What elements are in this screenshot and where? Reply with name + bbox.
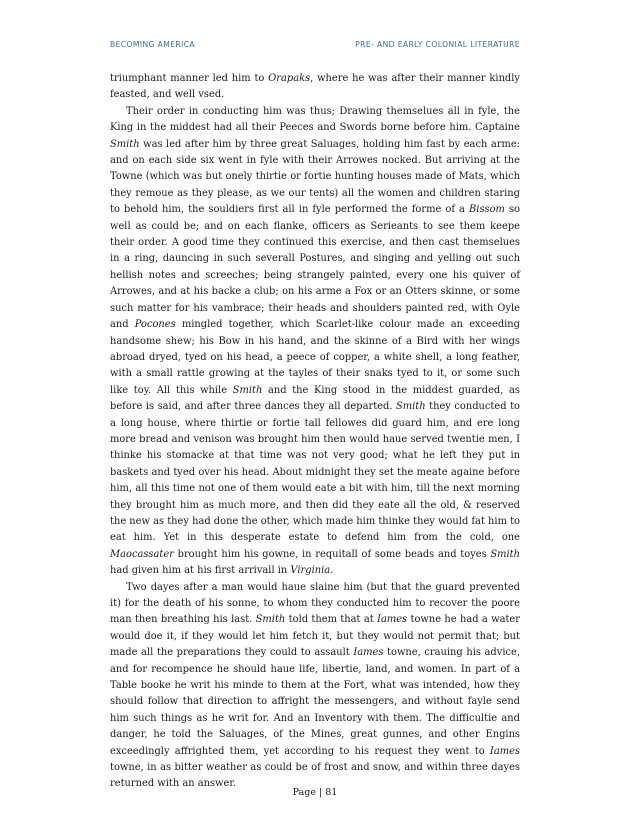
text-run: was led after him by three great Saluages, holding him fast by each arme: and on each side six went in fyle with their Arrowes nocked. But arriving at the Towne (which was but onely thirtie or fortie hunting houses made of Mats, which they remoue as they please, as we our tents) all the women and children staring to behold him, the souldiers first all in fyle performed the forme of a bbox=[110, 138, 520, 216]
italic-run: Smith bbox=[490, 548, 520, 560]
text-run: Their order in conducting him was thus; Drawing themselues all in fyle, the King in the middest had all their Peeces and Swords borne before him. Captaine bbox=[110, 105, 520, 134]
page-number: 81 bbox=[325, 787, 338, 798]
italic-run: Bissom bbox=[469, 204, 505, 216]
text-run: so well as could be; and on each flanke, officers as Serieants to see them keepe their order. A good time they continued this exercise, and then cast themselues in a ring, dauncing in such severall Postures, and singing and yelling out such hellish notes and screeches; being strangely painted, every one his quiver of Arrowes, and at his backe a club; on his arme a Fox or an Otters skinne, or some such matter for his vambrace; their heads and shoulders painted red, with Oyle and bbox=[110, 204, 520, 331]
text-run: they conducted to a long house, where thirtie or fortie tall fellowes did guard him, and ere long more bread and venison was brought him then would haue served twentie men, I thinke his stomacke at that time was not very good; what he left they put in baskets and tyed over his head. About midnight they set the meate againe before him, all this time not one of them would eate a bit with him, till the next morning they brought him as much more, and then did they eate all the old, & reserved the new as they had done the other, which made him thinke they would fat him to eat him. Yet in this desperate estate to defend him from the cold, one bbox=[110, 401, 520, 544]
italic-run: Smith bbox=[110, 138, 140, 150]
paragraph bbox=[110, 104, 520, 580]
text-run: . bbox=[330, 565, 334, 577]
text-run: towne, in as bitter weather as could be of frost and snow, and within three dayes returned with an answer. bbox=[110, 762, 520, 790]
body-text bbox=[110, 71, 520, 793]
text-run: , where he was after their manner kindly feasted, and well vsed. bbox=[110, 73, 520, 101]
italic-run: Smith bbox=[395, 401, 426, 413]
text-run: towne, crauing his advice, and for recompence he should haue life, libertie, land, and women. In part of a Table booke he writ his minde to them at the Fort, what was intended, how they should follow that direction to affright the messengers, and without fayle send him such things as he writ for. And an Inventory with them. The difficultie and danger, he told the Saluages, of the Mines, great gunnes, and other Engins exceedingly affrighted them, yet according to his request they went to bbox=[110, 647, 520, 757]
italic-run: Iames bbox=[353, 647, 384, 659]
page-separator: | bbox=[319, 787, 323, 798]
header-section-title: PRE- AND EARLY COLONIAL LITERATURE bbox=[355, 40, 520, 49]
text-run: mingled together, which Scarlet-like colour made an exceeding handsome shew; his Bow in his hand, and the skinne of a Bird with her wings abroad dryed, tyed on his head, a peece of copper, a white shell, a long feather, with a small rattle growing at the tayles of their snaks tyed to it, or some such like toy. All this while bbox=[110, 319, 520, 396]
italic-run: Maocassater bbox=[110, 548, 174, 560]
italic-run: Iames bbox=[377, 614, 408, 626]
text-run: brought him his gowne, in requitall of some beads and toyes bbox=[173, 548, 491, 560]
text-run: towne he had a water would doe it, if they would let him fetch it, but they would not permit that; but made all the preparations they could to assault bbox=[110, 614, 520, 659]
text-run: triumphant manner led him to bbox=[110, 73, 269, 84]
page-label: Page bbox=[292, 787, 316, 798]
italic-run: Pocones bbox=[134, 319, 176, 331]
paragraph bbox=[110, 580, 520, 793]
text-run: and the King stood in the middest guarded, as before is said, and after three dances they all departed. bbox=[110, 384, 521, 413]
text-run: told them that at bbox=[285, 614, 378, 626]
italic-run: Orapaks bbox=[268, 73, 311, 84]
paragraph bbox=[110, 71, 520, 104]
text-run: had given him at his first arrivall in bbox=[110, 565, 291, 577]
italic-run: Smith bbox=[232, 384, 263, 396]
running-header bbox=[110, 40, 520, 49]
italic-run: Smith bbox=[255, 614, 286, 626]
header-book-title: BECOMING AMERICA bbox=[110, 40, 196, 49]
text-run: Two dayes after a man would haue slaine him (but that the guard prevented it) for the death of his sonne, to whom they conducted him to recover the poore man then breathing his last. bbox=[110, 581, 520, 626]
page-footer bbox=[0, 787, 630, 798]
italic-run: Virginia bbox=[290, 565, 331, 577]
italic-run: Iames bbox=[489, 745, 520, 757]
